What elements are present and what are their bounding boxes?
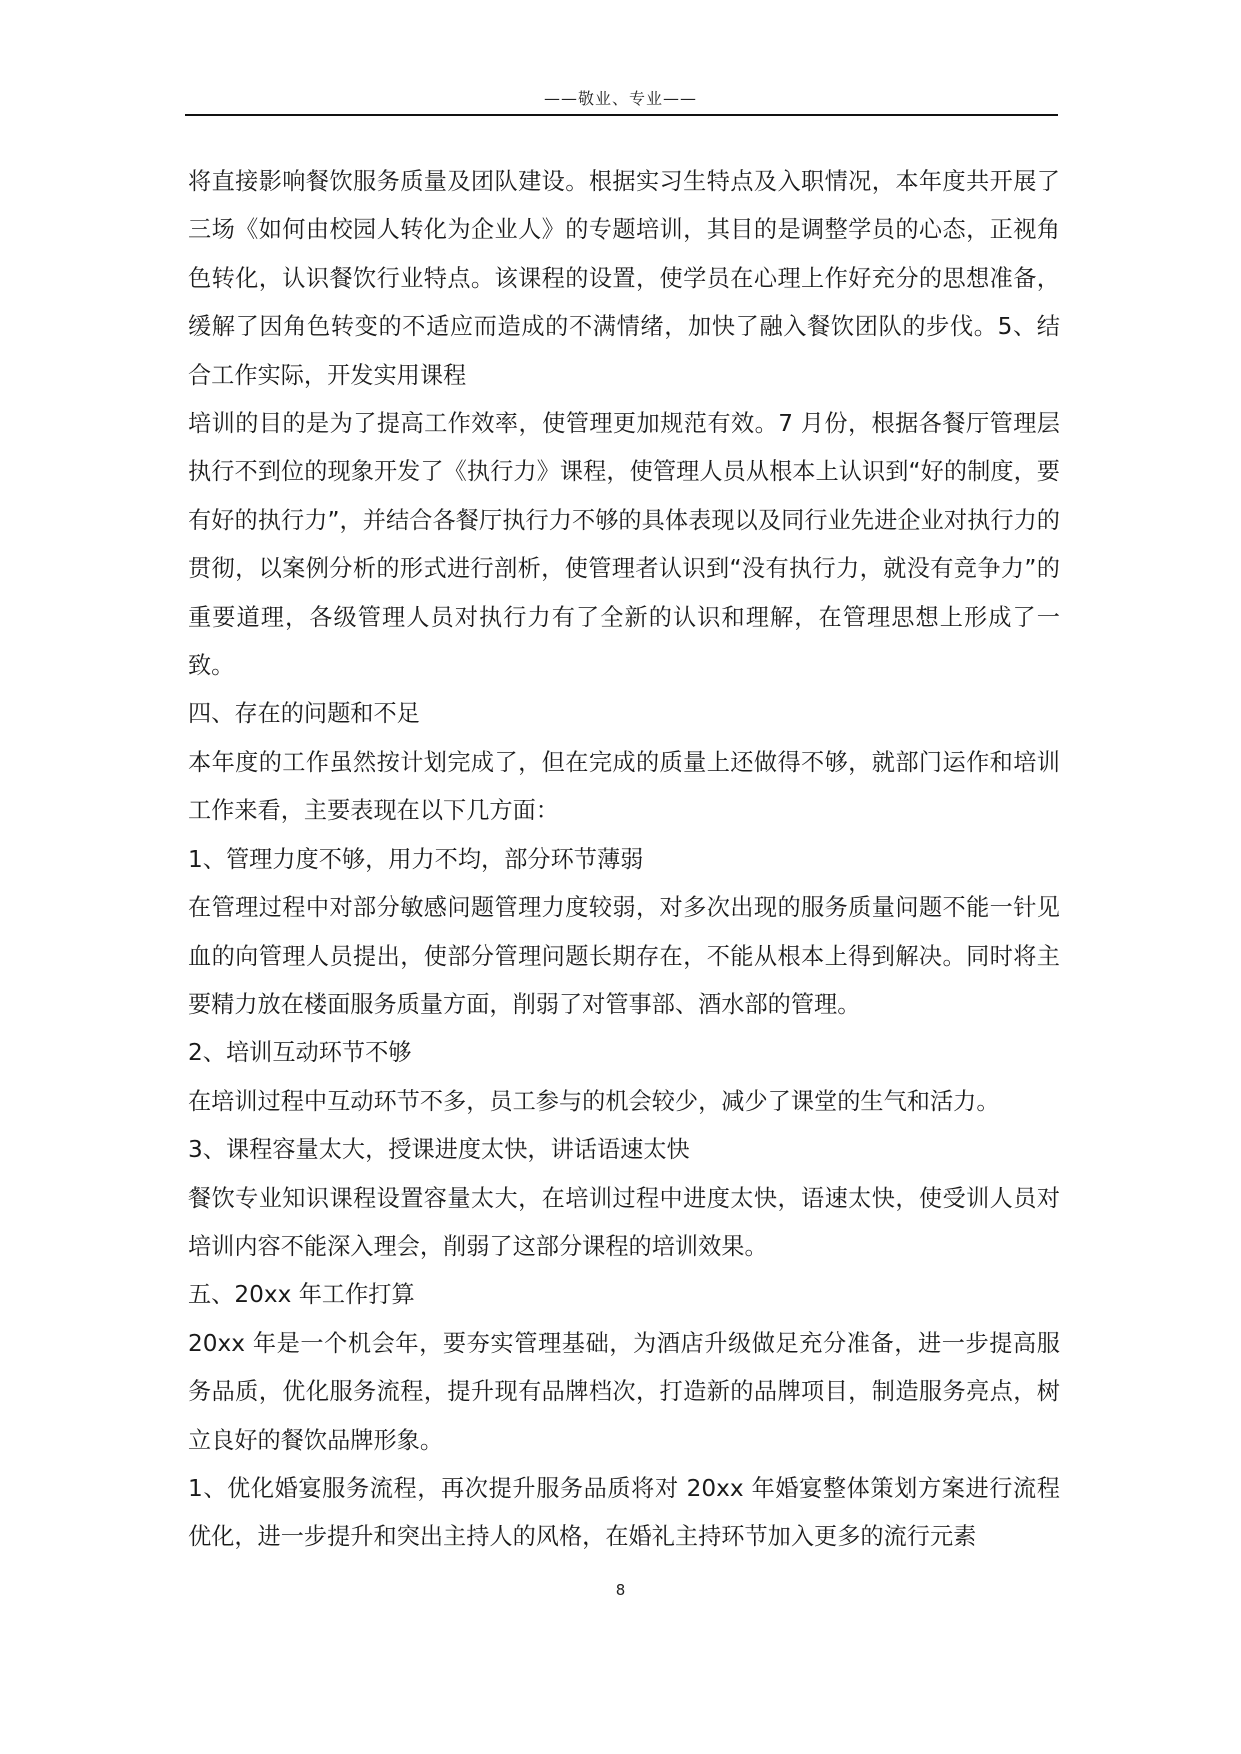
- paragraph: 本年度的工作虽然按计划完成了，但在完成的质量上还做得不够，就部门运作和培训工作来看，主要表现在以下几方面：: [188, 748, 1060, 825]
- page-number: 8: [615, 1581, 626, 1599]
- subsection-heading: 1、管理力度不够，用力不均，部分环节薄弱: [188, 845, 644, 873]
- paragraph: 20xx 年是一个机会年，要夯实管理基础，为酒店升级做足充分准备，进一步提高服务品质，优化服务流程，提升现有品牌档次，打造新的品牌项目，制造服务亮点，树立良好的餐饮品牌形象。: [188, 1329, 1060, 1454]
- page-header: ——敬业、专业——: [543, 89, 697, 108]
- paragraph: 将直接影响餐饮服务质量及团队建设。根据实习生特点及入职情况，本年度共开展了三场《如何由校园人转化为企业人》的专题培训，其目的是调整学员的心态，正视角色转化，认识餐饮行业特点。该课程的设置，使学员在心理上作好充分的思想准备，缓解了因角色转变的不适应而造成的不满情绪，加快了融入餐饮团队的步伐。5、结合工作实际，开发实用课程: [188, 168, 1060, 389]
- paragraph: 1、优化婚宴服务流程，再次提升服务品质将对 20xx 年婚宴整体策划方案进行流程优化，进一步提升和突出主持人的风格，在婚礼主持环节加入更多的流行元素: [188, 1474, 1060, 1551]
- paragraph: 在管理过程中对部分敏感问题管理力度较弱，对多次出现的服务质量问题不能一针见血的向管理人员提出，使部分管理问题长期存在，不能从根本上得到解决。同时将主要精力放在楼面服务质量方面，削弱了对管事部、酒水部的管理。: [188, 894, 1060, 1018]
- subsection-heading: 3、课程容量太大，授课进度太快，讲话语速太快: [188, 1136, 690, 1164]
- section-heading: 四、存在的问题和不足: [188, 700, 420, 728]
- paragraph: 在培训过程中互动环节不多，员工参与的机会较少，减少了课堂的生气和活力。: [188, 1087, 1000, 1115]
- section-heading: 五、20xx 年工作打算: [188, 1281, 415, 1309]
- paragraph: 培训的目的是为了提高工作效率，使管理更加规范有效。7 月份，根据各餐厅管理层执行不到位的现象开发了《执行力》课程，使管理人员从根本上认识到“好的制度，要有好的执行力”，并结合各餐厅执行力不够的具体表现以及同行业先进企业对执行力的贯彻，以案例分析的形式进行剖析，使管理者认识到“没有执行力，就没有竞争力”的重要道理，各级管理人员对执行力有了全新的认识和理解，在管理思想上形成了一致。: [188, 410, 1060, 680]
- document-body: [188, 158, 1060, 1562]
- header-divider: [185, 114, 1058, 116]
- subsection-heading: 2、培训互动环节不够: [188, 1039, 412, 1067]
- paragraph: 餐饮专业知识课程设置容量太大，在培训过程中进度太快，语速太快，使受训人员对培训内容不能深入理会，削弱了这部分课程的培训效果。: [188, 1184, 1060, 1260]
